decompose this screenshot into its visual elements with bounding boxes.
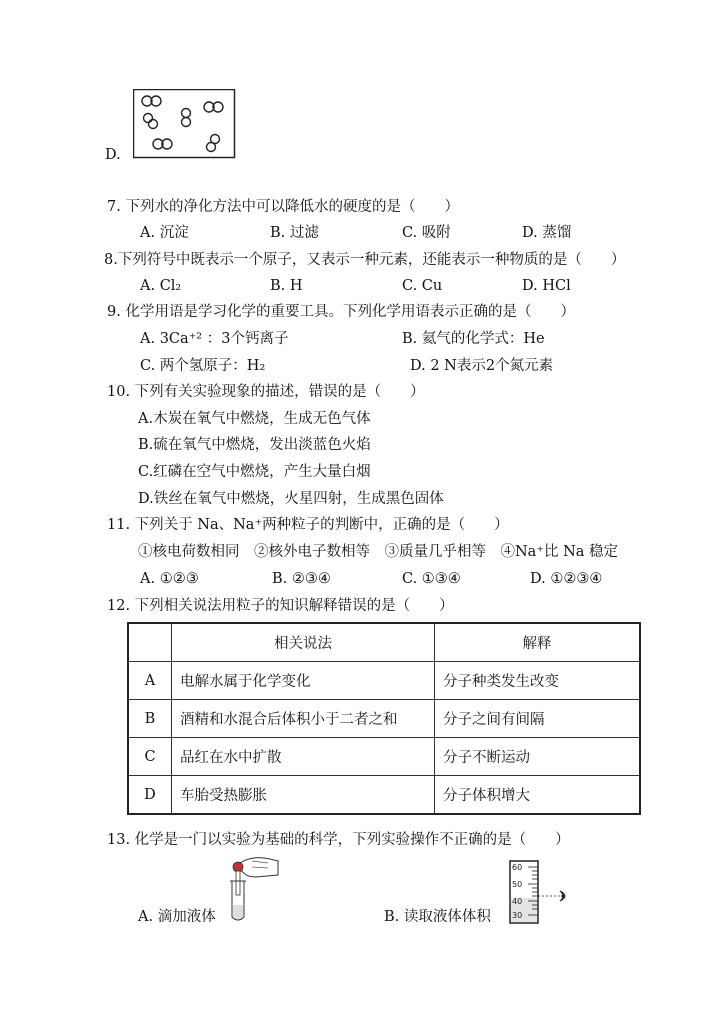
- q9-stem: 9. 化学用语是学习化学的重要工具。下列化学用语表示正确的是（ ）: [107, 304, 575, 320]
- q9-option-c: C. 两个氢原子：H₂: [140, 358, 266, 374]
- q7-option-b: B. 过滤: [270, 225, 319, 241]
- row-explanation: 分子种类发生改变: [435, 662, 641, 700]
- q10-option-d: D.铁丝在氧气中燃烧，火星四射，生成黑色固体: [138, 491, 444, 507]
- q11-option-d: D. ①②③④: [530, 571, 603, 587]
- row-label: A: [128, 662, 172, 700]
- row-statement: 酒精和水混合后体积小于二者之和: [172, 700, 435, 738]
- table-header-statement: 相关说法: [172, 623, 435, 662]
- q9-option-b: B. 氦气的化学式：He: [402, 331, 545, 347]
- q7-option-d: D. 蒸馏: [522, 225, 572, 241]
- table-row: [128, 700, 640, 738]
- row-statement: 品红在水中扩散: [172, 738, 435, 776]
- cylinder-tick-40: 40: [512, 897, 523, 906]
- dropper-test-tube-illustration: [222, 855, 282, 923]
- q12-stem: 12. 下列相关说法用粒子的知识解释错误的是（ ）: [107, 598, 454, 614]
- cylinder-tick-60: 60: [512, 863, 523, 872]
- q11-option-b: B. ②③④: [272, 571, 331, 587]
- q8-option-a: A. Cl₂: [140, 278, 182, 294]
- q8-option-b: B. H: [270, 278, 303, 294]
- q10-option-b: B.硫在氧气中燃烧，发出淡蓝色火焰: [138, 437, 371, 453]
- molecule-diagram: [133, 89, 236, 159]
- q10-option-c: C.红磷在空气中燃烧，产生大量白烟: [138, 464, 371, 480]
- row-label: D: [128, 776, 172, 815]
- row-label: C: [128, 738, 172, 776]
- q8-option-c: C. Cu: [402, 278, 443, 294]
- table-header-blank: [128, 623, 172, 662]
- q6-option-d-label: D.: [105, 147, 121, 163]
- row-explanation: 分子不断运动: [435, 738, 641, 776]
- q11-stem: 11. 下列关于 Na、Na⁺两种粒子的判断中，正确的是（ ）: [107, 517, 509, 533]
- q11-statements: ①核电荷数相同 ②核外电子数相等 ③质量几乎相等 ④Na⁺比 Na 稳定: [138, 544, 619, 560]
- q13-option-b: B. 读取液体体积: [384, 909, 491, 925]
- q11-option-a: A. ①②③: [140, 571, 199, 587]
- q10-option-a: A.木炭在氧气中燃烧，生成无色气体: [138, 411, 371, 427]
- cylinder-tick-30: 30: [512, 911, 523, 920]
- row-statement: 车胎受热膨胀: [172, 776, 435, 815]
- q13-stem: 13. 化学是一门以实验为基础的科学，下列实验操作不正确的是（ ）: [107, 832, 570, 848]
- q13-option-a: A. 滴加液体: [138, 909, 216, 925]
- cylinder-tick-50: 50: [512, 880, 523, 889]
- q9-option-d: D. 2 N表示2个氮元素: [410, 358, 554, 374]
- q7-option-a: A. 沉淀: [140, 225, 189, 241]
- row-label: B: [128, 700, 172, 738]
- table-row: [128, 738, 640, 776]
- q7-stem: 7. 下列水的净化方法中可以降低水的硬度的是（ ）: [107, 199, 459, 215]
- q9-option-a: A. 3Ca⁺² ：3个钙离子: [140, 331, 289, 347]
- q12-table: [127, 622, 641, 815]
- table-header-explanation: 解释: [435, 623, 641, 662]
- row-explanation: 分子体积增大: [435, 776, 641, 815]
- q8-stem: 8.下列符号中既表示一个原子，又表示一种元素，还能表示一种物质的是（ ）: [104, 252, 626, 268]
- table-row: [128, 776, 640, 815]
- q10-stem: 10. 下列有关实验现象的描述，错误的是（ ）: [107, 384, 425, 400]
- row-statement: 电解水属于化学变化: [172, 662, 435, 700]
- table-row: [128, 662, 640, 700]
- q8-option-d: D. HCl: [522, 278, 571, 294]
- q11-option-c: C. ①③④: [402, 571, 461, 587]
- row-explanation: 分子之间有间隔: [435, 700, 641, 738]
- table-header-row: [128, 623, 640, 662]
- graduated-cylinder-illustration: [508, 860, 574, 926]
- q7-option-c: C. 吸附: [402, 225, 451, 241]
